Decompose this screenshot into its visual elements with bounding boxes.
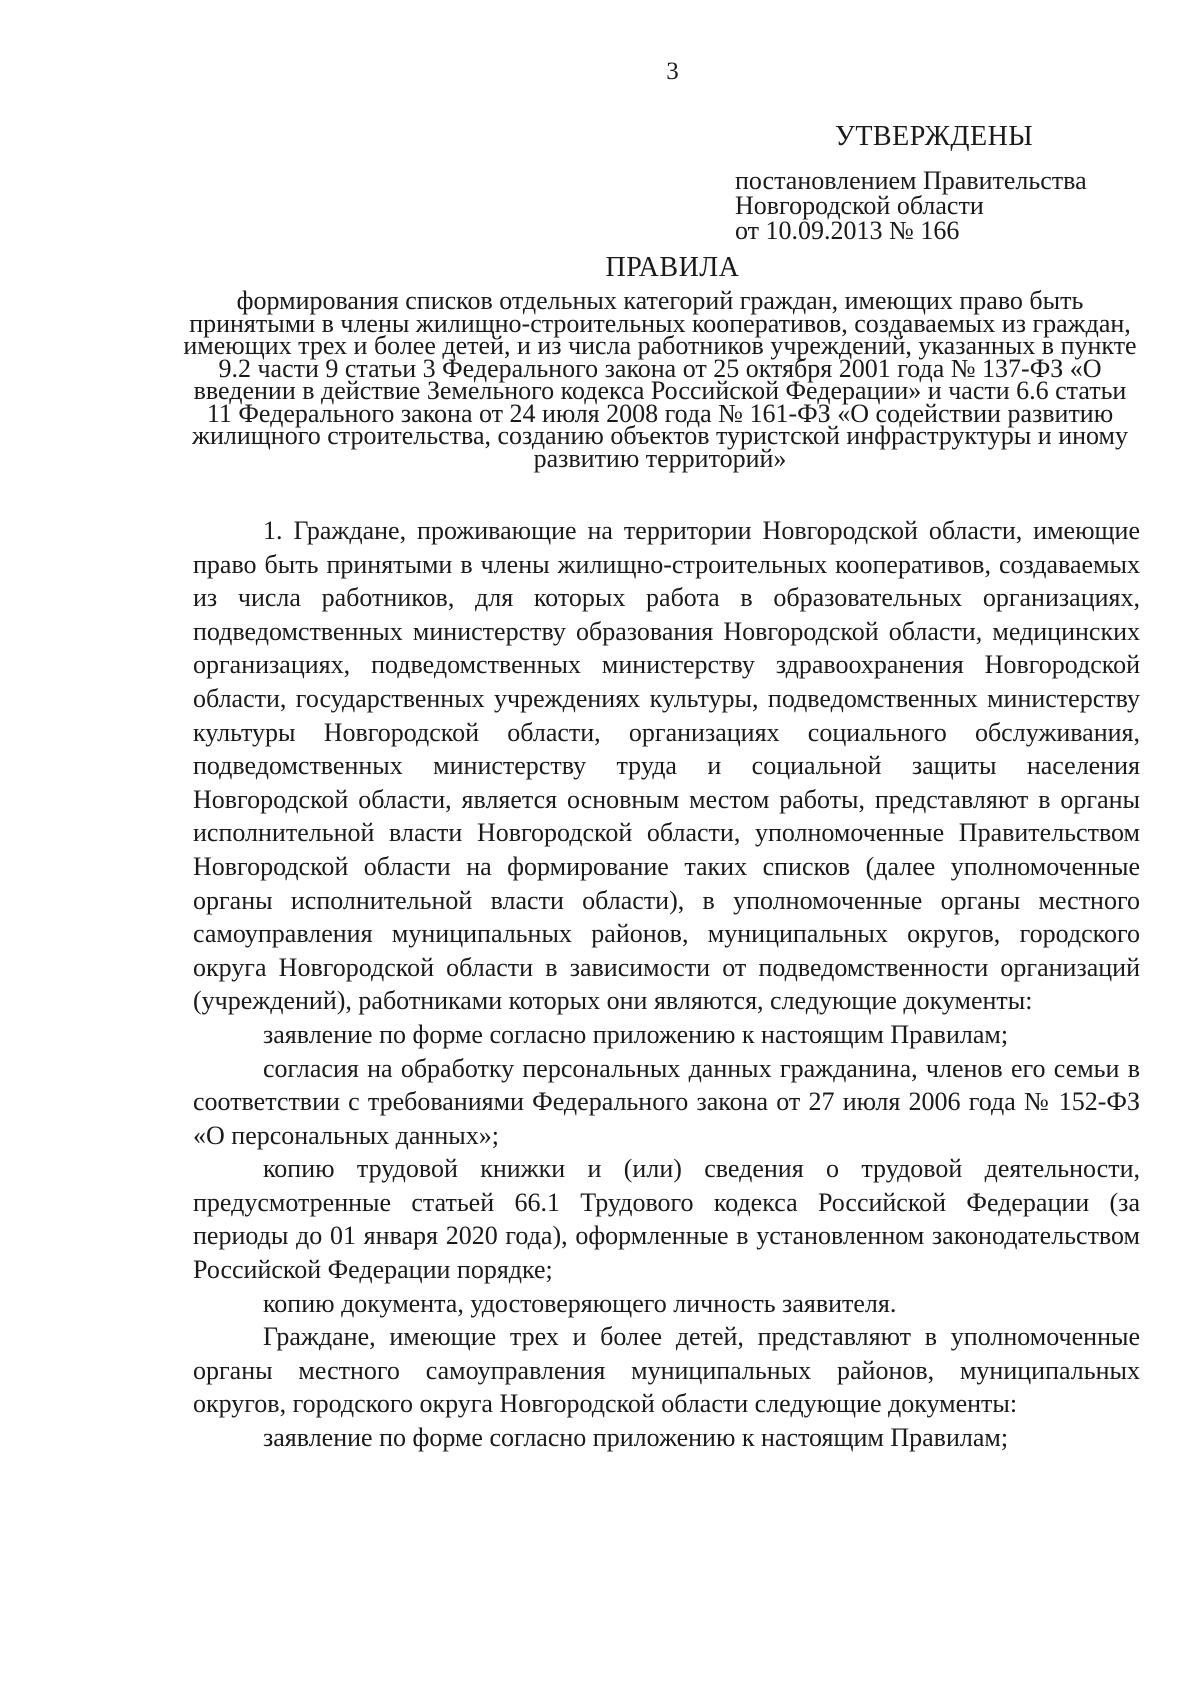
document-subtitle: формирования списков отдельных категорий граждан, имеющих право быть принятыми в члены жилищно-строительных кооперативов, создаваемых из граждан, имеющих трех и более детей, и из числа работников учреждений, указанных в пункте 9.2 части 9 статьи 3 Федерального закона от 25 октября 2001 года № 137-ФЗ «О введении в действие Земельного кодекса Российской Федерации» и части 6.6 статьи 11 Федерального закона от 24 июля 2008 года № 161-ФЗ «О содействии развитию жилищного строительства, созданию объектов туристской инфраструктуры и иному развитию территорий» [183, 286, 1137, 473]
body-paragraph: 1. Граждане, проживающие на территории Новгородской области, имеющие право быть принятыми в члены жилищно-строительных кооперативов, создаваемых из числа работников, для которых работа в образовательных организациях, подведомственных министерству образования Новгородской области, медицинских организациях, подведомственных министерству здравоохранения Новгородской области, государственных учреждениях культуры, подведомственных министерству культуры Новгородской области, организациях социального обслуживания, подведомственных министерству труда и социальной защиты населения Новгородской области, является основным местом работы, представляют в органы исполнительной власти Новгородской области, уполномоченные Правительством Новгородской области на формирование таких списков (далее уполномоченные органы исполнительной власти области), в уполномоченные органы местного самоуправления муниципальных районов, муниципальных округов, городского округа Новгородской области в зависимости от подведомственности организаций (учреждений), работниками которых они являются, следующие документы: [193, 516, 1140, 1016]
approval-block [735, 120, 1175, 243]
approval-line: Новгородской области [735, 191, 984, 220]
document-body [193, 514, 1140, 1455]
body-paragraph: копию документа, удостоверяющего личность заявителя. [263, 1288, 897, 1318]
body-paragraph: заявление по форме согласно приложению к настоящим Правилам; [263, 1019, 1009, 1049]
approval-line: от 10.09.2013 № 166 [735, 216, 960, 245]
document-title: ПРАВИЛА [605, 252, 740, 283]
approval-title: УТВЕРЖДЕНЫ [835, 121, 1034, 152]
page-number: 3 [666, 58, 679, 85]
body-paragraph: согласия на обработку персональных данных гражданина, членов его семьи в соответствии с требованиями Федерального закона от 27 июля 2006 года № 152-ФЗ «О персональных данных»; [193, 1053, 1140, 1150]
body-paragraph: заявление по форме согласно приложению к настоящим Правилам; [263, 1423, 1009, 1453]
body-paragraph: копию трудовой книжки и (или) сведения о трудовой деятельности, предусмотренные статьей 66.1 Трудового кодекса Российской Федерации (за периоды до 01 января 2020 года), оформленные в установленном законодательством Российской Федерации порядке; [193, 1154, 1140, 1285]
approval-line: постановлением Правительства [735, 166, 1087, 195]
body-paragraph: Граждане, имеющие трех и более детей, представляют в уполномоченные органы местного самоуправления муниципальных районов, муниципальных округов, городского округа Новгородской области следующие документы: [193, 1322, 1140, 1419]
